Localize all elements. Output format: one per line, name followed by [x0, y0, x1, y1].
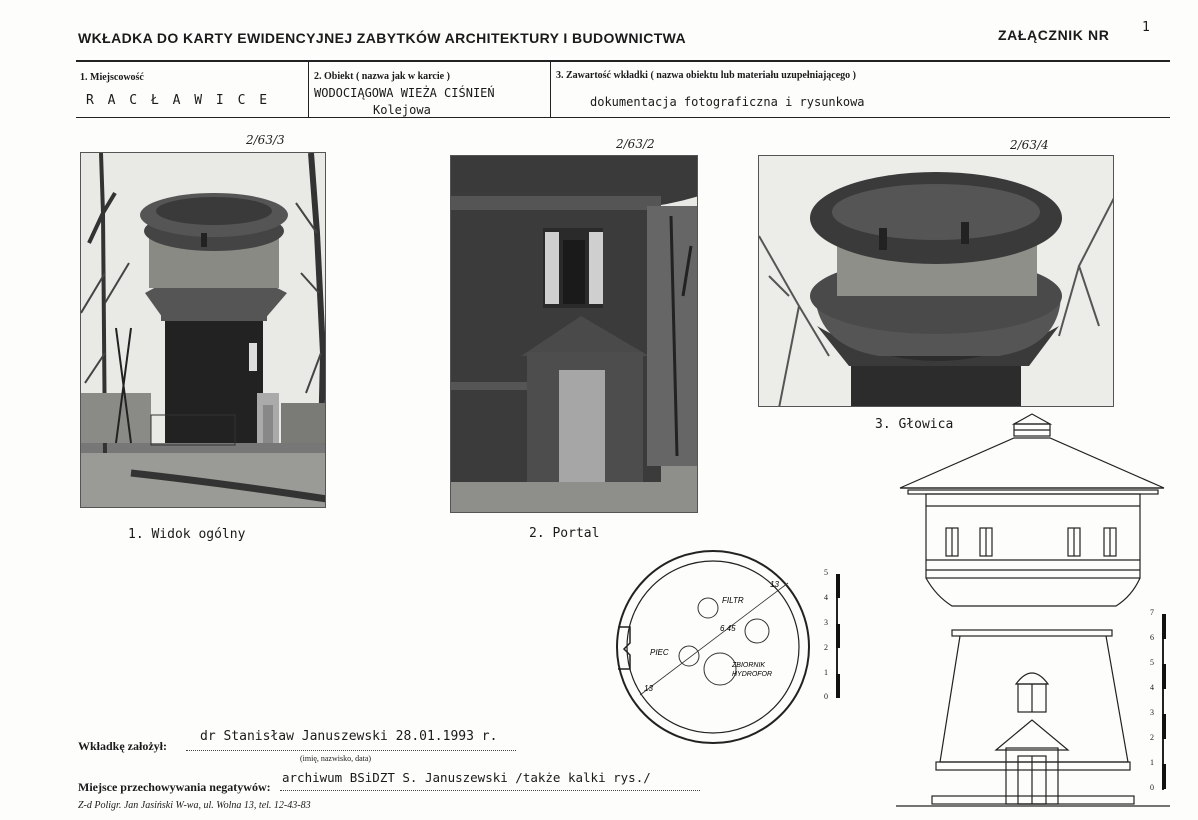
elevation-scale-segment-2	[1162, 664, 1166, 689]
elevation-scale-segment-4	[1162, 764, 1166, 789]
floor-plan-drawing	[610, 545, 816, 751]
founded-by-dotted-line	[186, 750, 516, 751]
elevation-scale-label: 2	[1150, 733, 1154, 742]
photo-1-caption: 1. Widok ogólny	[128, 527, 246, 542]
header-rule-bottom	[76, 117, 1170, 118]
plan-label-zbiornik: ZBIORNIK	[732, 662, 766, 669]
plan-scale-label: 0	[824, 692, 828, 701]
printer-footer: Z-d Poligr. Jan Jasiński W-wa, ul. Wolna 13, tel. 12-43-83	[78, 800, 311, 811]
plan-scale-segment-3	[836, 674, 840, 698]
field-place-label: 1. Miejscowość	[80, 72, 144, 83]
photo-2-caption: 2. Portal	[529, 526, 600, 541]
elevation-scale-label: 4	[1150, 683, 1154, 692]
field-place-value: R A C Ł A W I C E	[86, 93, 271, 108]
field-object-value-line1: WODOCIĄGOWA WIEŻA CIŚNIEŃ	[314, 86, 495, 100]
plan-scale-label: 4	[824, 593, 828, 602]
water-tower-photo-image	[81, 153, 326, 508]
plan-scale-bar	[824, 568, 844, 704]
negatives-location-label: Miejsce przechowywania negatywów:	[78, 780, 271, 794]
field-object-value-line2: Kolejowa	[373, 103, 431, 117]
elevation-drawing	[896, 410, 1170, 808]
negatives-location-dotted-line	[280, 790, 700, 791]
negatives-location-value: archiwum BSiDZT S. Januszewski /także kalki rys./	[282, 770, 651, 785]
plan-scale-label: 5	[824, 568, 828, 577]
elevation-svg	[896, 410, 1170, 808]
plan-dim-bottom: 13	[644, 684, 653, 693]
floor-plan-svg	[610, 545, 816, 751]
plan-label-hydrofor: HYDROFOR	[732, 671, 773, 678]
header-rule-top	[76, 60, 1170, 62]
plan-scale-label: 3	[824, 618, 828, 627]
document-title: WKŁADKA DO KARTY EWIDENCYJNEJ ZABYTKÓW ARCHITEKTURY I BUDOWNICTWA	[78, 30, 687, 46]
photo-general-view	[80, 152, 326, 508]
elevation-scale-segment-3	[1162, 714, 1166, 739]
elevation-scale-segment-1	[1162, 614, 1166, 639]
field-contents-value: dokumentacja fotograficzna i rysunkowa	[590, 95, 865, 109]
plan-scale-segment-2	[836, 624, 840, 648]
field-divider-1	[308, 62, 309, 118]
elevation-scale-bar	[1150, 608, 1170, 796]
field-object-label: 2. Obiekt ( nazwa jak w karcie )	[314, 71, 450, 82]
plan-scale-label: 1	[824, 668, 828, 677]
elevation-scale-label: 0	[1150, 783, 1154, 792]
plan-label-piec: PIEC	[650, 648, 669, 657]
portal-photo-image	[451, 156, 698, 513]
plan-dim-mid: 6.45	[720, 624, 736, 633]
founded-by-label: Wkładkę założył:	[78, 739, 167, 753]
photo-1-ref: 2/63/3	[246, 133, 285, 147]
plan-dim-top: 13	[770, 580, 779, 589]
photo-3-caption: 3. Głowica	[875, 417, 954, 432]
elevation-scale-label: 1	[1150, 758, 1154, 767]
field-divider-2	[550, 62, 551, 118]
plan-label-filtr: FILTR	[722, 596, 744, 605]
photo-2-ref: 2/63/2	[616, 137, 655, 151]
founded-by-value: dr Stanisław Januszewski 28.01.1993 r.	[200, 729, 498, 744]
attachment-number: 1	[1142, 20, 1150, 35]
photo-portal	[450, 155, 698, 513]
plan-scale-label: 2	[824, 643, 828, 652]
elevation-scale-label: 7	[1150, 608, 1154, 617]
photo-3-ref: 2/63/4	[1010, 138, 1049, 152]
founded-by-hint: (imię, nazwisko, data)	[300, 754, 372, 763]
plan-scale-segment-1	[836, 574, 840, 598]
elevation-scale-label: 3	[1150, 708, 1154, 717]
attachment-label: ZAŁĄCZNIK NR	[998, 27, 1110, 43]
photo-tank-head	[758, 155, 1114, 407]
elevation-scale-label: 5	[1150, 658, 1154, 667]
elevation-scale-label: 6	[1150, 633, 1154, 642]
field-contents-label: 3. Zawartość wkładki ( nazwa obiektu lub materiału uzupełniającego )	[556, 70, 857, 81]
tank-head-photo-image	[759, 156, 1114, 407]
